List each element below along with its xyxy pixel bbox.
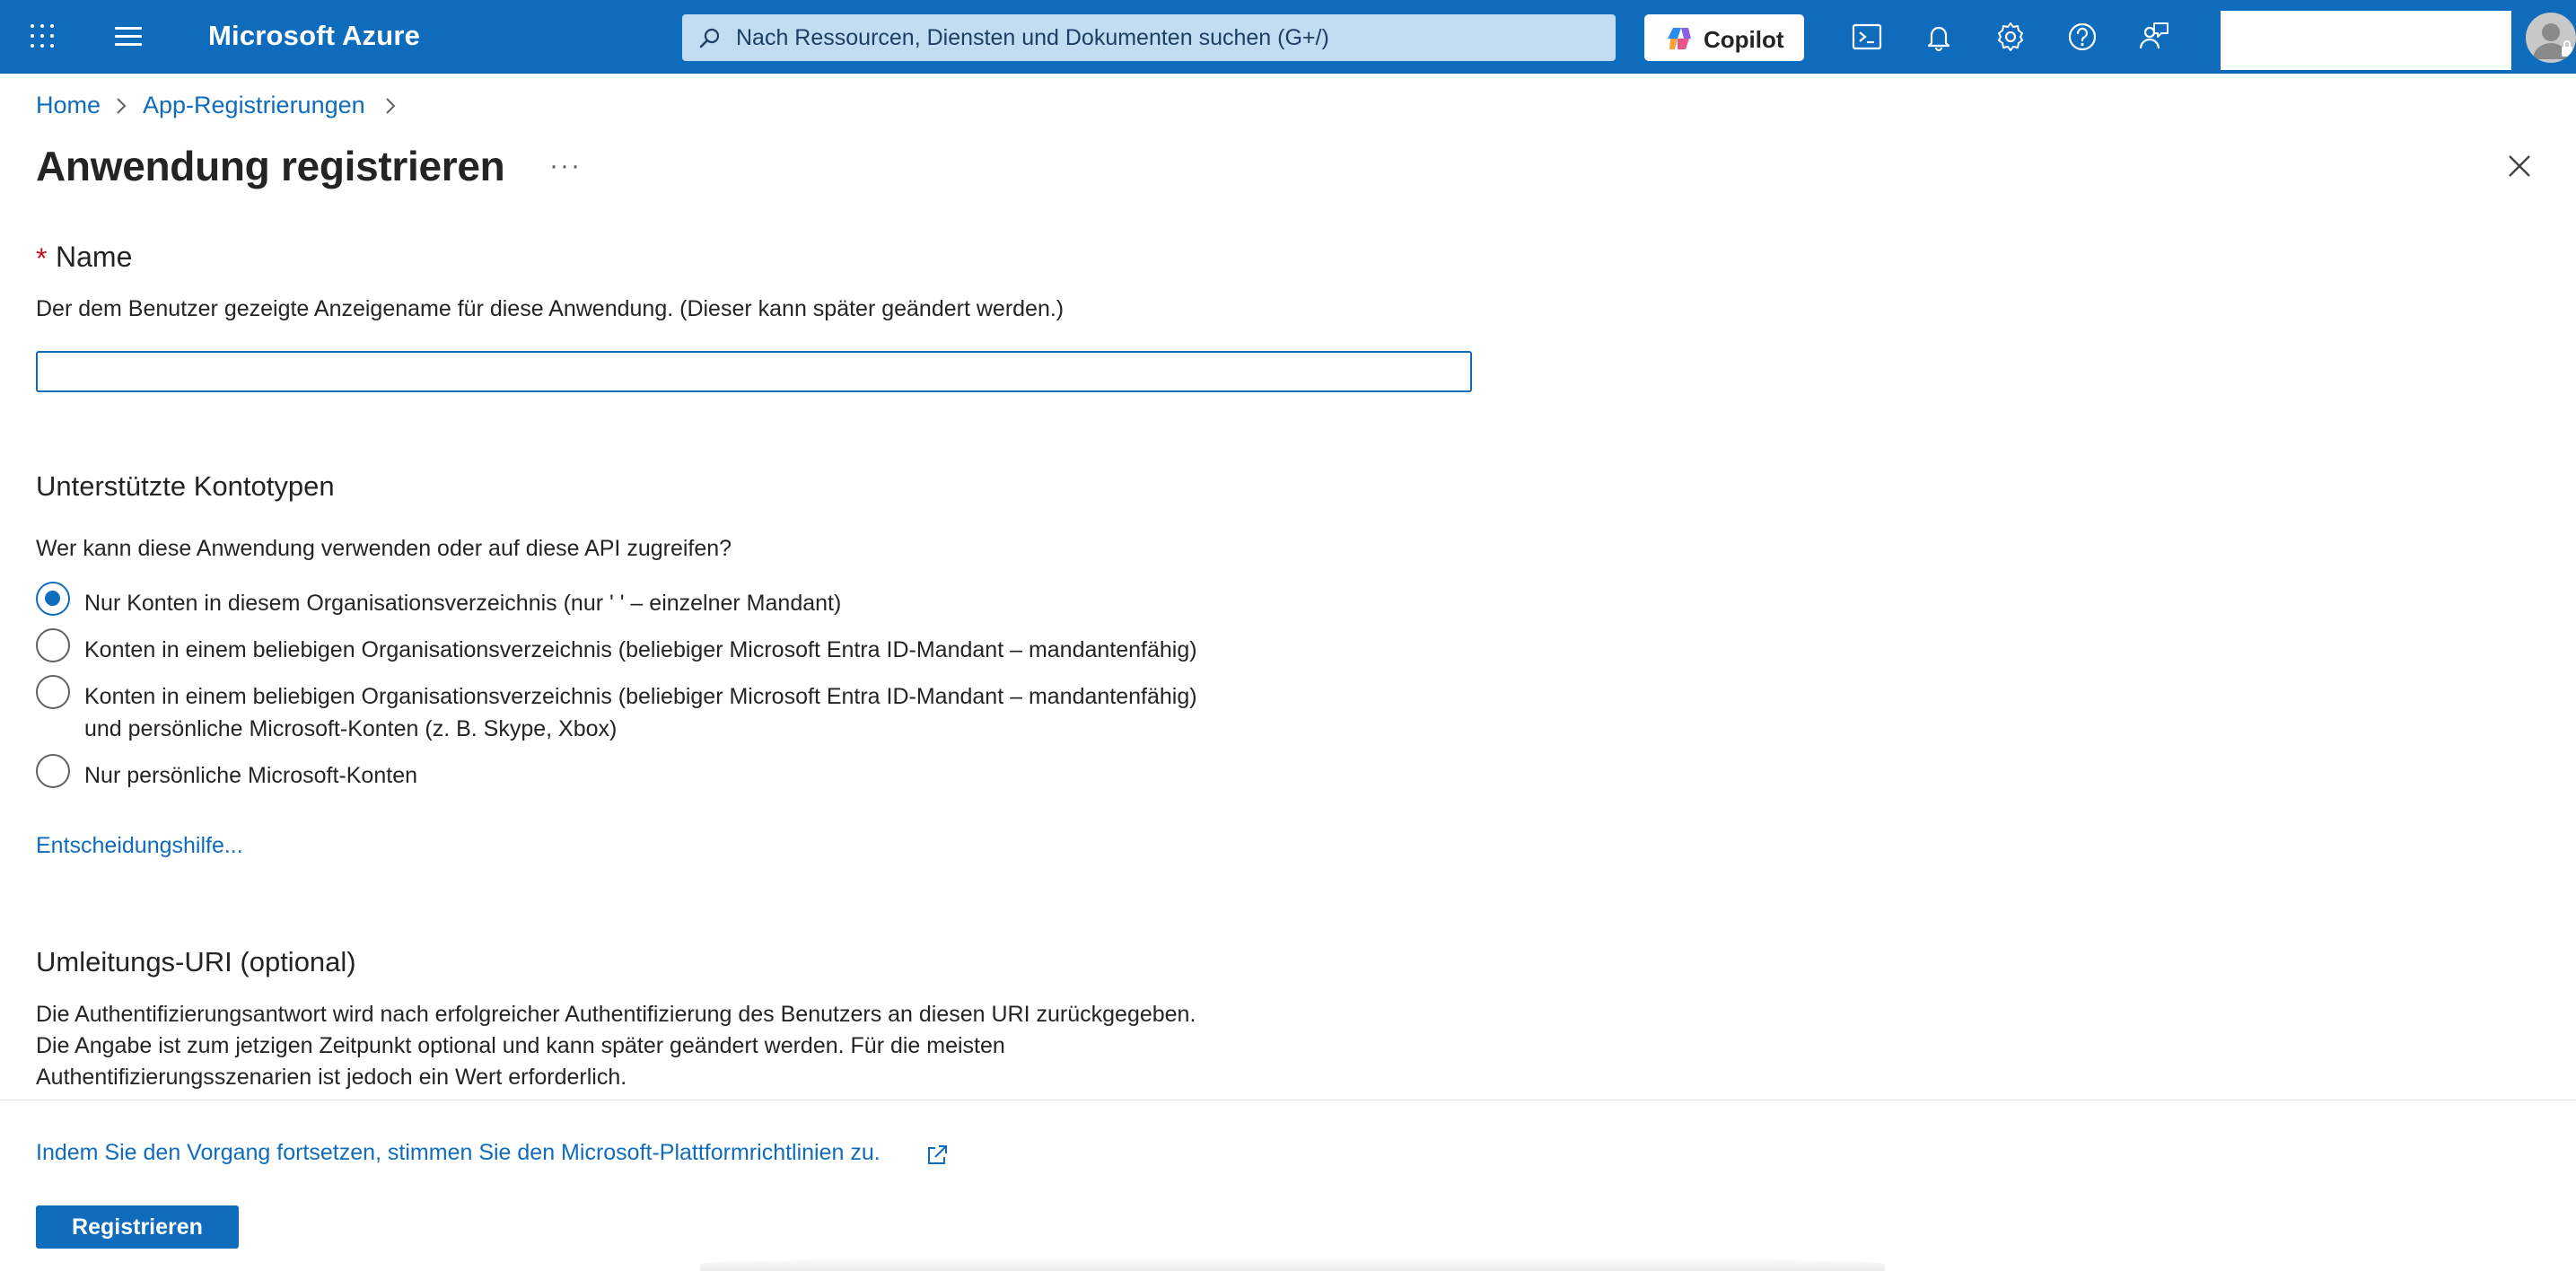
page-title: Anwendung registrieren bbox=[36, 143, 505, 189]
waffle-icon[interactable] bbox=[31, 24, 56, 49]
account-box[interactable] bbox=[2221, 11, 2511, 70]
help-icon[interactable] bbox=[2064, 19, 2100, 55]
more-options-button[interactable]: ··· bbox=[549, 151, 582, 180]
radio-label: Konten in einem beliebigen Organisationsverzeichnis (beliebiger Microsoft Entra ID-Mandant – mandantenfähig) bbox=[84, 684, 1197, 709]
chevron-right-icon bbox=[115, 96, 127, 116]
name-label: Name bbox=[56, 241, 133, 273]
platform-policy-link[interactable]: Indem Sie den Vorgang fortsetzen, stimmen Sie den Microsoft-Plattformrichtlinien zu. bbox=[36, 1140, 881, 1165]
hamburger-icon[interactable] bbox=[115, 27, 142, 47]
radio-button[interactable] bbox=[36, 628, 70, 662]
copilot-label: Copilot bbox=[1704, 26, 1784, 53]
bell-icon[interactable] bbox=[1921, 19, 1957, 55]
radio-label: Nur Konten in diesem Organisationsverzeichnis (nur ' ' – einzelner Mandant) bbox=[84, 591, 842, 616]
account-types-question: Wer kann diese Anwendung verwenden oder auf diese API zugreifen? bbox=[36, 536, 732, 561]
close-icon[interactable] bbox=[2506, 153, 2533, 180]
avatar-icon bbox=[2526, 13, 2576, 63]
redirect-uri-heading: Umleitungs-URI (optional) bbox=[36, 946, 356, 977]
decision-help-link[interactable]: Entscheidungshilfe... bbox=[36, 833, 243, 858]
radio-label: Konten in einem beliebigen Organisationsverzeichnis (beliebiger Microsoft Entra ID-Mandant – mandantenfähig) bbox=[84, 637, 1197, 662]
search-input[interactable] bbox=[736, 14, 1598, 61]
redirect-description-line: Die Authentifizierungsantwort wird nach erfolgreicher Authentifizierung des Benutzers an diesen URI zurückgegeben. bbox=[36, 1002, 1196, 1027]
avatar[interactable] bbox=[2526, 13, 2576, 63]
search-icon bbox=[698, 26, 722, 49]
radio-button[interactable] bbox=[36, 675, 70, 709]
name-description: Der dem Benutzer gezeigte Anzeigename für diese Anwendung. (Dieser kann später geändert werden.) bbox=[36, 296, 1065, 321]
feedback-icon[interactable] bbox=[2136, 19, 2172, 55]
register-button[interactable]: Registrieren bbox=[36, 1205, 239, 1249]
radio-label-line2: und persönliche Microsoft-Konten (z. B. Skype, Xbox) bbox=[84, 716, 618, 741]
redirect-description-line: Authentifizierungsszenarien ist jedoch ein Wert erforderlich. bbox=[36, 1065, 627, 1090]
chevron-right-icon bbox=[384, 96, 397, 116]
radio-button[interactable] bbox=[36, 582, 70, 616]
gear-icon[interactable] bbox=[1993, 19, 2028, 55]
breadcrumb-app-registrations[interactable]: App-Registrierungen bbox=[143, 92, 365, 118]
name-input[interactable] bbox=[36, 351, 1472, 392]
radio-label: Nur persönliche Microsoft-Konten bbox=[84, 763, 417, 788]
redirect-description-line: Die Angabe ist zum jetzigen Zeitpunkt optional und kann später geändert werden. Für die meisten bbox=[36, 1033, 1005, 1058]
required-marker: * bbox=[36, 242, 48, 275]
copilot-button[interactable] bbox=[1644, 14, 1804, 61]
brand-title[interactable]: Microsoft Azure bbox=[208, 20, 421, 51]
top-bar bbox=[0, 0, 2576, 74]
search-box[interactable] bbox=[682, 14, 1616, 61]
cloud-shell-icon[interactable] bbox=[1849, 19, 1885, 55]
copilot-icon bbox=[1666, 26, 1693, 51]
account-types-heading: Unterstützte Kontotypen bbox=[36, 470, 335, 502]
bottom-shadow bbox=[700, 1257, 1885, 1271]
external-link-icon[interactable] bbox=[924, 1143, 950, 1168]
breadcrumb-home[interactable]: Home bbox=[36, 92, 101, 118]
radio-button[interactable] bbox=[36, 754, 70, 788]
